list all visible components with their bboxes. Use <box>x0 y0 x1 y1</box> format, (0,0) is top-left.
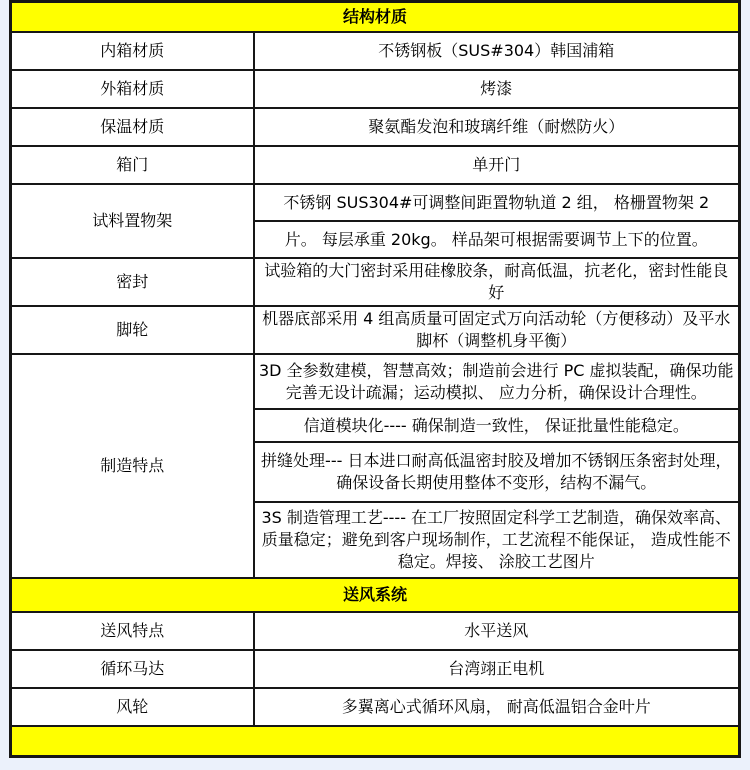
spec-table <box>9 0 741 758</box>
spec-value-manufacturing-features-1: 3D 全参数建模，智慧高效；制造前会进行 PC 虚拟装配，确保功能完善无设计疏漏；运动模拟、 应力分析，确保设计合理性。 <box>254 354 740 409</box>
spec-value-circulation-motor: 台湾翊正电机 <box>254 650 740 688</box>
spec-label-insulation-material: 保温材质 <box>11 108 254 146</box>
spec-value-door: 单开门 <box>254 146 740 184</box>
spec-label-outer-box-material: 外箱材质 <box>11 70 254 108</box>
spec-value-seal: 试验箱的大门密封采用硅橡胶条，耐高低温，抗老化，密封性能良好 <box>254 258 740 306</box>
spec-label-circulation-motor: 循环马达 <box>11 650 254 688</box>
spec-label-seal: 密封 <box>11 258 254 306</box>
spec-value-outer-box-material: 烤漆 <box>254 70 740 108</box>
spec-label-fan-wheel: 风轮 <box>11 688 254 726</box>
section-header-structure-materials: 结构材质 <box>11 2 740 33</box>
spec-label-air-supply-feature: 送风特点 <box>11 612 254 650</box>
spec-value-manufacturing-features-3: 拼缝处理--- 日本进口耐高低温密封胶及增加不锈钢压条密封处理，确保设备长期使用整体不变形，结构不漏气。 <box>254 442 740 502</box>
spec-label-casters: 脚轮 <box>11 306 254 354</box>
spec-value-inner-box-material: 不锈钢板（SUS#304）韩国浦箱 <box>254 32 740 70</box>
spec-value-insulation-material: 聚氨酯发泡和玻璃纤维（耐燃防火） <box>254 108 740 146</box>
spec-value-fan-wheel: 多翼离心式循环风扇， 耐高低温铝合金叶片 <box>254 688 740 726</box>
spec-label-sample-shelf: 试料置物架 <box>11 184 254 258</box>
section-header-air-supply-system: 送风系统 <box>11 578 740 612</box>
spec-label-manufacturing-features: 制造特点 <box>11 354 254 578</box>
spec-value-sample-shelf-1: 不锈钢 SUS304#可调整间距置物轨道 2 组， 格栅置物架 2 <box>254 184 740 221</box>
spec-label-inner-box-material: 内箱材质 <box>11 32 254 70</box>
spec-value-manufacturing-features-4: 3S 制造管理工艺---- 在工厂按照固定科学工艺制造，确保效率高、质量稳定；避免到客户现场制作，工艺流程不能保证， 造成性能不稳定。焊接、 涂胶工艺图片 <box>254 502 740 578</box>
spec-value-casters: 机器底部采用 4 组高质量可固定式万向活动轮（方便移动）及平水脚杯（调整机身平衡） <box>254 306 740 354</box>
spec-label-door: 箱门 <box>11 146 254 184</box>
section-header-bottom-partial <box>11 726 740 757</box>
spec-value-sample-shelf-2: 片。 每层承重 20kg。 样品架可根据需要调节上下的位置。 <box>254 221 740 258</box>
spec-value-air-supply-feature: 水平送风 <box>254 612 740 650</box>
spec-value-manufacturing-features-2: 信道模块化---- 确保制造一致性， 保证批量性能稳定。 <box>254 409 740 442</box>
